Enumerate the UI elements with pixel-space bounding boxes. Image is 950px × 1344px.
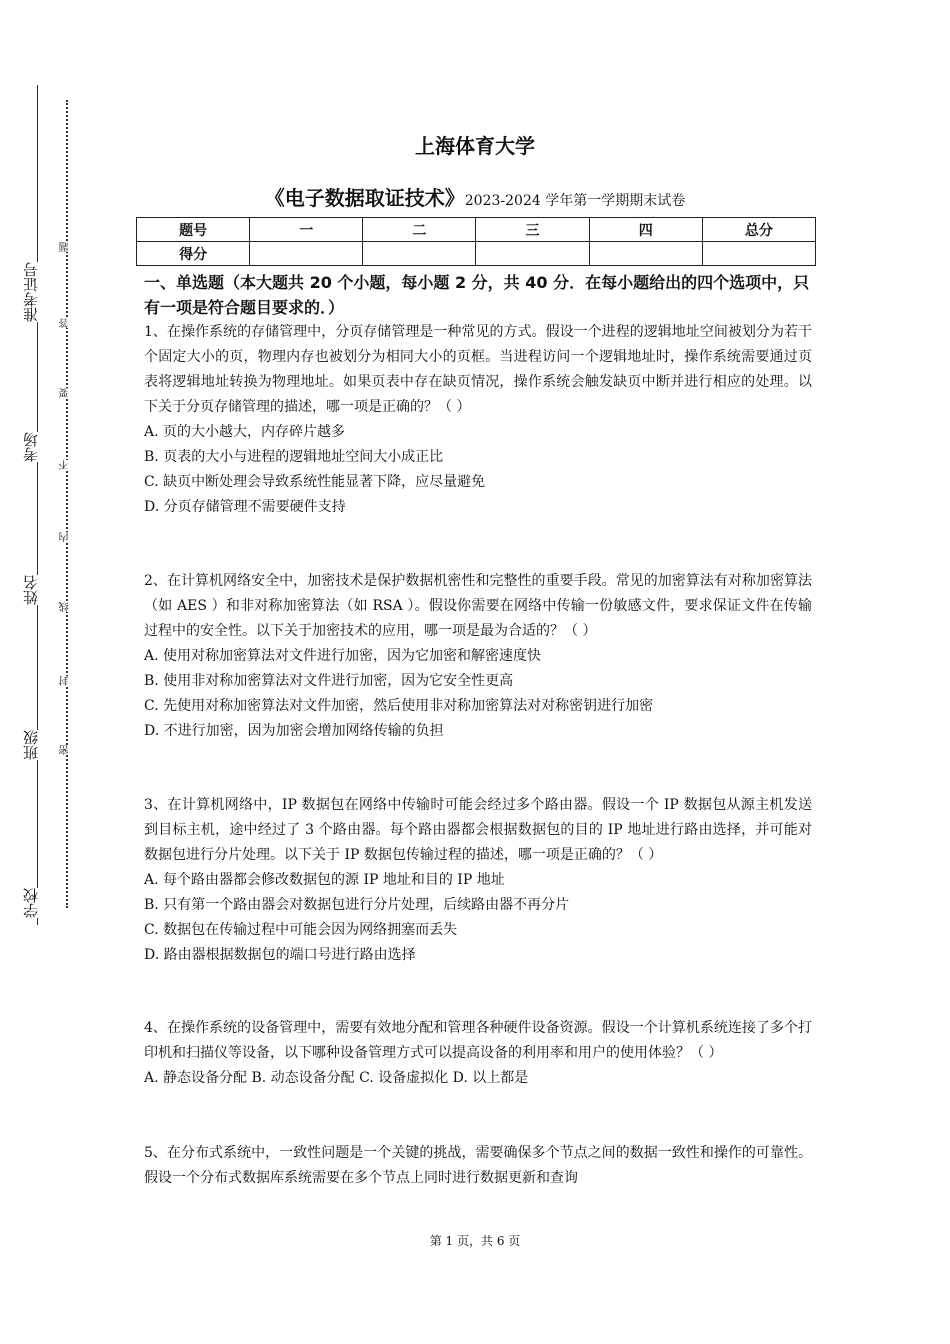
field-label-name: 姓名: [18, 575, 44, 605]
seal-word: 不: [58, 460, 74, 470]
question-4: [144, 1016, 812, 1091]
seal-word: 密: [58, 745, 74, 755]
exam-term: 2023-2024 学年第一学期期末试卷: [464, 193, 686, 209]
score-cell: [702, 242, 815, 266]
score-cell: [363, 242, 476, 266]
score-table-header-row: [137, 218, 816, 242]
seal-word: 内: [58, 532, 74, 542]
question-1: [144, 320, 812, 520]
field-label-exam-number: 准考证号: [18, 262, 44, 322]
option-d: D. 路由器根据数据包的端口号进行路由选择: [144, 947, 416, 963]
option-b: B. 使用非对称加密算法对文件进行加密，因为它安全性更高: [144, 673, 514, 689]
page-footer: 第 1 页，共 6 页: [429, 1234, 521, 1248]
section-heading: 一、单选题（本大题共 20 个小题，每小题 2 分，共 40 分．在每小题给出的四个选项中，只有一项是符合题目要求的．）: [144, 273, 810, 317]
field-label-exam-room: 考场: [18, 432, 44, 462]
score-row-label: 得分: [137, 242, 250, 266]
score-cell: [589, 242, 702, 266]
option-a: A. 每个路由器都会修改数据包的源 IP 地址和目的 IP 地址: [144, 872, 505, 888]
option-c: C. 先使用对称加密算法对文件加密，然后使用非对称加密算法对对称密钥进行加密: [144, 698, 654, 714]
score-header-cell: 题号: [137, 218, 250, 242]
score-cell: [250, 242, 363, 266]
score-header-cell: 二: [363, 218, 476, 242]
score-header-cell: 一: [250, 218, 363, 242]
question-stem: 5、在分布式系统中，一致性问题是一个关键的挑战，需要确保多个节点之间的数据一致性和操作的可靠性。假设一个分布式数据库系统需要在多个节点上同时进行数据更新和查询: [144, 1145, 812, 1186]
question-5: [144, 1141, 812, 1191]
seal-word: 题: [58, 242, 74, 252]
option-b: B. 页表的大小与进程的逻辑地址空间大小成正比: [144, 449, 444, 465]
option-c: C. 数据包在传输过程中可能会因为网络拥塞而丢失: [144, 922, 458, 938]
university-title: 上海体育大学: [415, 134, 535, 158]
field-label-school: 学校: [18, 888, 44, 918]
exam-subtitle: [0, 182, 950, 211]
option-a: A. 页的大小越大，内存碎片越多: [144, 424, 346, 440]
question-stem: 1、在操作系统的存储管理中，分页存储管理是一种常见的方式。假设一个进程的逻辑地址空间被划分为若干个固定大小的页，物理内存也被划分为相同大小的页框。当进程访问一个逻辑地址时，操作系统需要通过页表将逻辑地址转换为物理地址。如果页表中存在缺页情况，操作系统会触发缺页中断并进行相应的处理。以下关于分页存储管理的描述，哪一项是正确的？（ ）: [144, 324, 812, 415]
question-3: [144, 793, 812, 968]
option-d: D. 分页存储管理不需要硬件支持: [144, 499, 346, 515]
score-header-cell: 三: [476, 218, 589, 242]
score-table: [136, 217, 816, 266]
binding-line: [37, 85, 38, 925]
question-stem: 3、在计算机网络中，IP 数据包在网络中传输时可能会经过多个路由器。假设一个 IP 数据包从源主机发送到目标主机，途中经过了 3 个路由器。每个路由器都会根据数据包的目的 IP 地址进行路由选择，并可能对数据包进行分片处理。以下关于 IP 数据包传输过程的描述，哪一项是正确的？（ ）: [144, 797, 812, 863]
question-2: [144, 569, 812, 744]
score-header-cell: 总分: [702, 218, 815, 242]
option-c: C. 缺页中断处理会导致系统性能显著下降，应尽量避免: [144, 474, 486, 490]
seal-word: 答: [58, 318, 74, 328]
score-header-cell: 四: [589, 218, 702, 242]
question-stem: 2、在计算机网络安全中，加密技术是保护数据机密性和完整性的重要手段。常见的加密算法有对称加密算法（如 AES ）和非对称加密算法（如 RSA ）。假设你需要在网络中传输一份敏感文件，要求保证文件在传输过程中的安全性。以下关于加密技术的应用，哪一项是最为合适的？（ ）: [144, 573, 812, 639]
seal-word: 要: [58, 388, 74, 398]
score-cell: [476, 242, 589, 266]
course-name: 《电子数据取证技术》: [264, 186, 465, 210]
seal-dotted-line: [66, 100, 68, 908]
score-table-score-row: [137, 242, 816, 266]
seal-word: 封: [58, 676, 74, 686]
option-a: A. 使用对称加密算法对文件进行加密，因为它加密和解密速度快: [144, 648, 542, 664]
option-b: B. 只有第一个路由器会对数据包进行分片处理，后续路由器不再分片: [144, 897, 570, 913]
seal-word: 线: [58, 602, 74, 612]
field-label-class: 班级: [18, 730, 44, 760]
question-stem: 4、在操作系统的设备管理中，需要有效地分配和管理各种硬件设备资源。假设一个计算机系统连接了多个打印机和扫描仪等设备，以下哪种设备管理方式可以提高设备的利用率和用户的使用体验？（ ）: [144, 1020, 812, 1061]
options-inline: A. 静态设备分配 B. 动态设备分配 C. 设备虚拟化 D. 以上都是: [144, 1070, 529, 1086]
option-d: D. 不进行加密，因为加密会增加网络传输的负担: [144, 723, 444, 739]
